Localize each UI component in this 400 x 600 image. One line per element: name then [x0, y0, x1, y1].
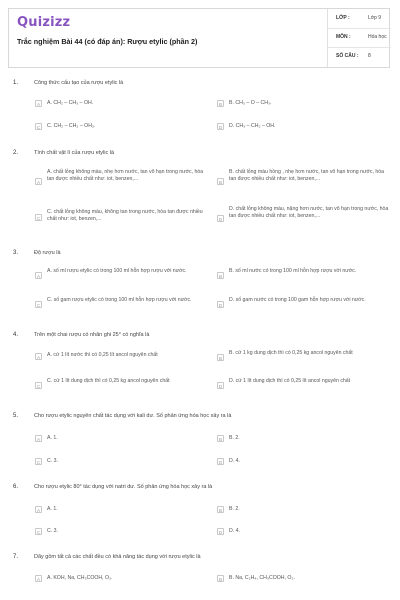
option-letter-box: C	[36, 460, 41, 465]
option-letter-box: C	[36, 530, 41, 535]
question-number: 2.	[13, 150, 19, 156]
question-text: Công thức cấu tạo của rượu etylic là	[34, 80, 124, 86]
option-text: C. 3.	[47, 528, 58, 534]
question-number: 1.	[13, 80, 19, 86]
question-text: Tính chất vật lí của rượu etylic là	[34, 150, 115, 156]
option-text: A. cứ 1 lít nước thì có 0,25 lít ancol nguyên chất	[47, 352, 158, 358]
worksheet-header	[8, 8, 390, 68]
question-text: Dãy gồm tất cả các chất đều có khả năng tác dụng với rượu etylic là	[34, 554, 201, 560]
option-letter-box: B	[218, 508, 223, 513]
option-letter-box: D	[218, 384, 223, 389]
option-letter-box: A	[36, 577, 41, 582]
option-letter-box: B	[218, 577, 223, 582]
meta-value: 8	[368, 53, 371, 59]
option-letter-box: D	[218, 460, 223, 465]
option-text: D. chất lỏng không màu, nặng hơn nước, tan vô hạn trong nước, hòa tan được nhiều chất như: iot, benzen,...	[229, 206, 389, 219]
option-letter-box: B	[218, 437, 223, 442]
option-letter-box: C	[36, 216, 41, 221]
option-text: C. cứ 1 lít dung dịch thì có 0,25 kg ancol nguyên chất	[47, 378, 170, 384]
option-text: B. 2.	[229, 506, 240, 512]
option-text: B. CH₃ – O – CH₃.	[229, 100, 272, 106]
option-letter-box: B	[218, 274, 223, 279]
option-text: C. 3.	[47, 458, 58, 464]
option-text: A. chất lỏng không màu, nhẹ hơn nước, tan vô hạn trong nước, hòa tan được nhiều chất như: iot, benzen,...	[47, 169, 204, 182]
option-letter-box: A	[36, 102, 41, 107]
question-number: 4.	[13, 332, 19, 338]
question-text: Cho rượu etylic 80° tác dụng với natri dư. Số phản ứng hóa học xảy ra là	[34, 484, 213, 490]
option-letter-box: B	[218, 102, 223, 107]
option-text: B. số ml nước có trong 100 ml hỗn hợp rượu với nước.	[229, 268, 357, 274]
option-text: D. CH₃ – CH₂ – OH.	[229, 123, 276, 129]
meta-table	[327, 9, 391, 67]
option-text: B. cứ 1 kg dung dịch thì có 0,25 kg ancol nguyên chất	[229, 350, 353, 356]
option-letter-box: C	[36, 303, 41, 308]
option-text: D. 4.	[229, 528, 240, 534]
option-text: A. CH₂ – CH₃ – OH.	[47, 100, 94, 106]
question-number: 5.	[13, 413, 19, 419]
option-letter-box: D	[218, 125, 223, 130]
option-letter-box: C	[36, 384, 41, 389]
option-letter-box: A	[36, 437, 41, 442]
meta-row-class	[328, 9, 391, 29]
question-number: 6.	[13, 484, 19, 490]
question-text: Cho rượu etylic nguyên chất tác dụng với kali dư. Số phản ứng hóa học xảy ra là	[34, 413, 232, 419]
option-text: A. 1.	[47, 435, 58, 441]
meta-value: Lớp 9	[368, 15, 382, 21]
option-letter-box: C	[36, 125, 41, 130]
option-letter-box: A	[36, 274, 41, 279]
option-letter-box: A	[36, 180, 41, 185]
option-text: A. số ml rượu etylic có trong 100 ml hỗn hợp rượu với nước.	[47, 268, 187, 274]
option-text: D. 4.	[229, 458, 240, 464]
option-letter-box: D	[218, 303, 223, 308]
option-letter-box: D	[218, 530, 223, 535]
meta-row-subject	[328, 28, 391, 48]
option-text: B. chất lỏng màu hồng , nhẹ hơn nước, tan vô hạn trong nước, hòa tan được nhiều chất như: iot, benzen,...	[229, 169, 385, 182]
question-number: 3.	[13, 250, 19, 256]
option-letter-box: B	[218, 180, 223, 185]
option-text: B. Na, C₂H₄, CH₃COOH, O₂.	[229, 575, 295, 581]
option-text: C. chất lỏng không màu, không tan trong nước, hòa tan được nhiều chất như: iot, benzen,...	[47, 209, 203, 222]
quizizz-logo: Quizizz	[17, 15, 71, 30]
option-text: A. 1.	[47, 506, 58, 512]
option-text: C. số gam rượu etylic có trong 100 ml hỗn hợp rượu với nước.	[47, 297, 192, 303]
option-text: C. CH₂ – CH₂ – OH₂.	[47, 123, 96, 129]
option-letter-box: B	[218, 356, 223, 361]
meta-label: LỚP :	[336, 15, 350, 21]
question-number: 7.	[13, 554, 19, 560]
option-text: D. cứ 1 lít dung dịch thì có 0,25 lít ancol nguyên chất	[229, 378, 351, 384]
option-text: D. số gam nước có trong 100 gam hỗn hợp rượu với nước.	[229, 297, 366, 303]
meta-label: SỐ CÂU :	[336, 53, 359, 59]
option-letter-box: D	[218, 217, 223, 222]
option-letter-box: A	[36, 355, 41, 360]
worksheet-title: Trắc nghiệm Bài 44 (có đáp án): Rượu etylic (phần 2)	[17, 37, 198, 46]
option-letter-box: A	[36, 508, 41, 513]
option-text: B. 2.	[229, 435, 240, 441]
option-text: A. KOH, Na, CH₃COOH, O₂.	[47, 575, 113, 581]
question-text: Trên một chai rượu có nhãn ghi 25° có nghĩa là	[34, 332, 150, 338]
meta-label: MÔN :	[336, 34, 351, 40]
meta-value: Hóa học	[368, 34, 387, 40]
question-text: Độ rượu là	[34, 250, 61, 256]
meta-row-count	[328, 47, 391, 66]
